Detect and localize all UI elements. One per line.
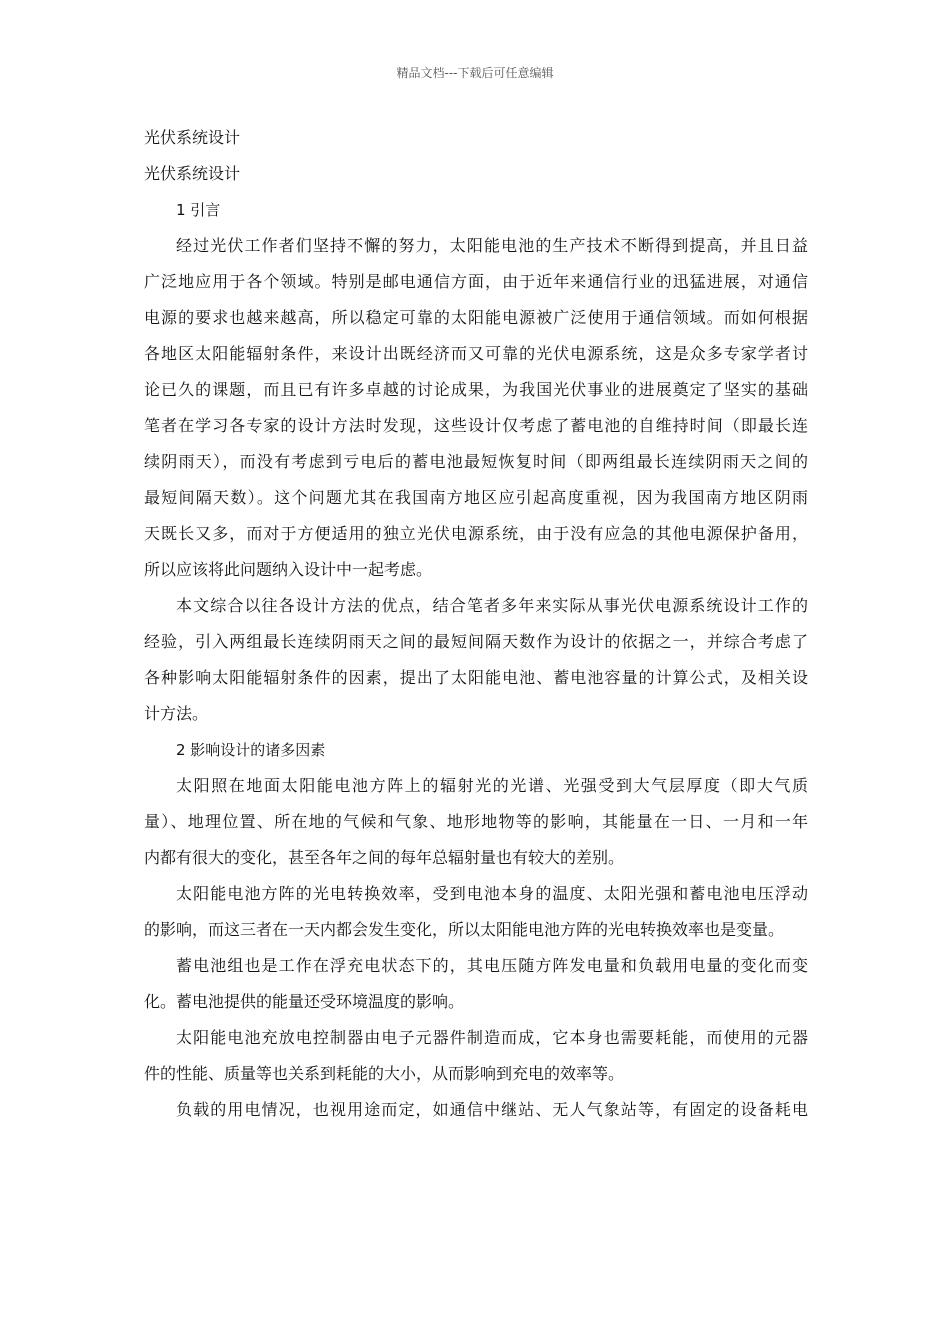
paragraph-6	[144, 1020, 808, 1092]
paragraph-7	[144, 1092, 808, 1128]
paragraph-line: 天既长又多，而对于方便适用的独立光伏电源系统，由于没有应急的其他电源保护备用，	[144, 524, 808, 543]
section-heading-1: 1 引言	[176, 201, 221, 219]
paragraph-line: 量）、地理位置、所在地的气候和气象、地形地物等的影响，其能量在一日、一月和一年	[144, 812, 808, 831]
doc-subtitle: 光伏系统设计	[144, 164, 241, 183]
document-body	[144, 120, 808, 1128]
paragraph-line: 的影响，而这三者在一天内都会发生变化，所以太阳能电池方阵的光电转换效率也是变量。	[144, 920, 785, 939]
paragraph-line: 电源的要求也越来越高，所以稳定可靠的太阳能电源被广泛使用于通信领域。而如何根据	[144, 308, 808, 327]
paragraph-line: 经过光伏工作者们坚持不懈的努力，太阳能电池的生产技术不断得到提高，并且日益	[176, 236, 808, 255]
paragraph-line: 太阳能电池充放电控制器由电子元器件制造而成，它本身也需要耗能，而使用的元器	[176, 1028, 808, 1047]
paragraph-5	[144, 948, 808, 1020]
paragraph-line: 论已久的课题，而且已有许多卓越的讨论成果，为我国光伏事业的进展奠定了坚实的基础	[144, 380, 808, 399]
paragraph-line: 计方法。	[144, 704, 209, 723]
paragraph-4	[144, 876, 808, 948]
paragraph-line: 广泛地应用于各个领域。特别是邮电通信方面，由于近年来通信行业的迅猛进展，对通信	[144, 272, 808, 291]
paragraph-line: 各种影响太阳能辐射条件的因素，提出了太阳能电池、蓄电池容量的计算公式，及相关设	[144, 668, 808, 687]
section-heading-2: 2 影响设计的诸多因素	[176, 741, 326, 759]
paragraph-line: 太阳能电池方阵的光电转换效率，受到电池本身的温度、太阳光强和蓄电池电压浮动	[176, 884, 808, 903]
paragraph-line: 内都有很大的变化，甚至各年之间的每年总辐射量也有较大的差别。	[144, 848, 625, 867]
paragraph-1	[144, 228, 808, 588]
paragraph-line: 件的性能、质量等也关系到耗能的大小，从而影响到充电的效率等。	[144, 1064, 625, 1083]
paragraph-line: 经验，引入两组最长连续阴雨天之间的最短间隔天数作为设计的依据之一，并综合考虑了	[144, 632, 808, 651]
paragraph-line: 太阳照在地面太阳能电池方阵上的辐射光的光谱、光强受到大气层厚度（即大气质	[176, 776, 808, 795]
paragraph-line: 各地区太阳能辐射条件，来设计出既经济而又可靠的光伏电源系统，这是众多专家学者讨	[144, 344, 808, 363]
doc-title: 光伏系统设计	[144, 128, 241, 147]
page-header: 精品文档---下载后可任意编辑	[396, 66, 554, 80]
paragraph-line: 本文综合以往各设计方法的优点，结合笔者多年来实际从事光伏电源系统设计工作的	[176, 596, 808, 615]
paragraph-line: 所以应该将此问题纳入设计中一起考虑。	[144, 560, 433, 579]
paragraph-line: 化。蓄电池提供的能量还受环境温度的影响。	[144, 992, 465, 1011]
paragraph-line: 笔者在学习各专家的设计方法时发现，这些设计仅考虑了蓄电池的自维持时间（即最长连	[144, 416, 808, 435]
paragraph-2	[144, 588, 808, 732]
paragraph-line: 最短间隔天数）。这个问题尤其在我国南方地区应引起高度重视，因为我国南方地区阴雨	[144, 488, 808, 507]
paragraph-line: 续阴雨天），而没有考虑到亏电后的蓄电池最短恢复时间（即两组最长连续阴雨天之间的	[144, 452, 808, 471]
paragraph-line: 蓄电池组也是工作在浮充电状态下的，其电压随方阵发电量和负载用电量的变化而变	[176, 956, 808, 975]
paragraph-line: 负载的用电情况，也视用途而定，如通信中继站、无人气象站等，有固定的设备耗电	[176, 1100, 808, 1119]
paragraph-3	[144, 768, 808, 876]
